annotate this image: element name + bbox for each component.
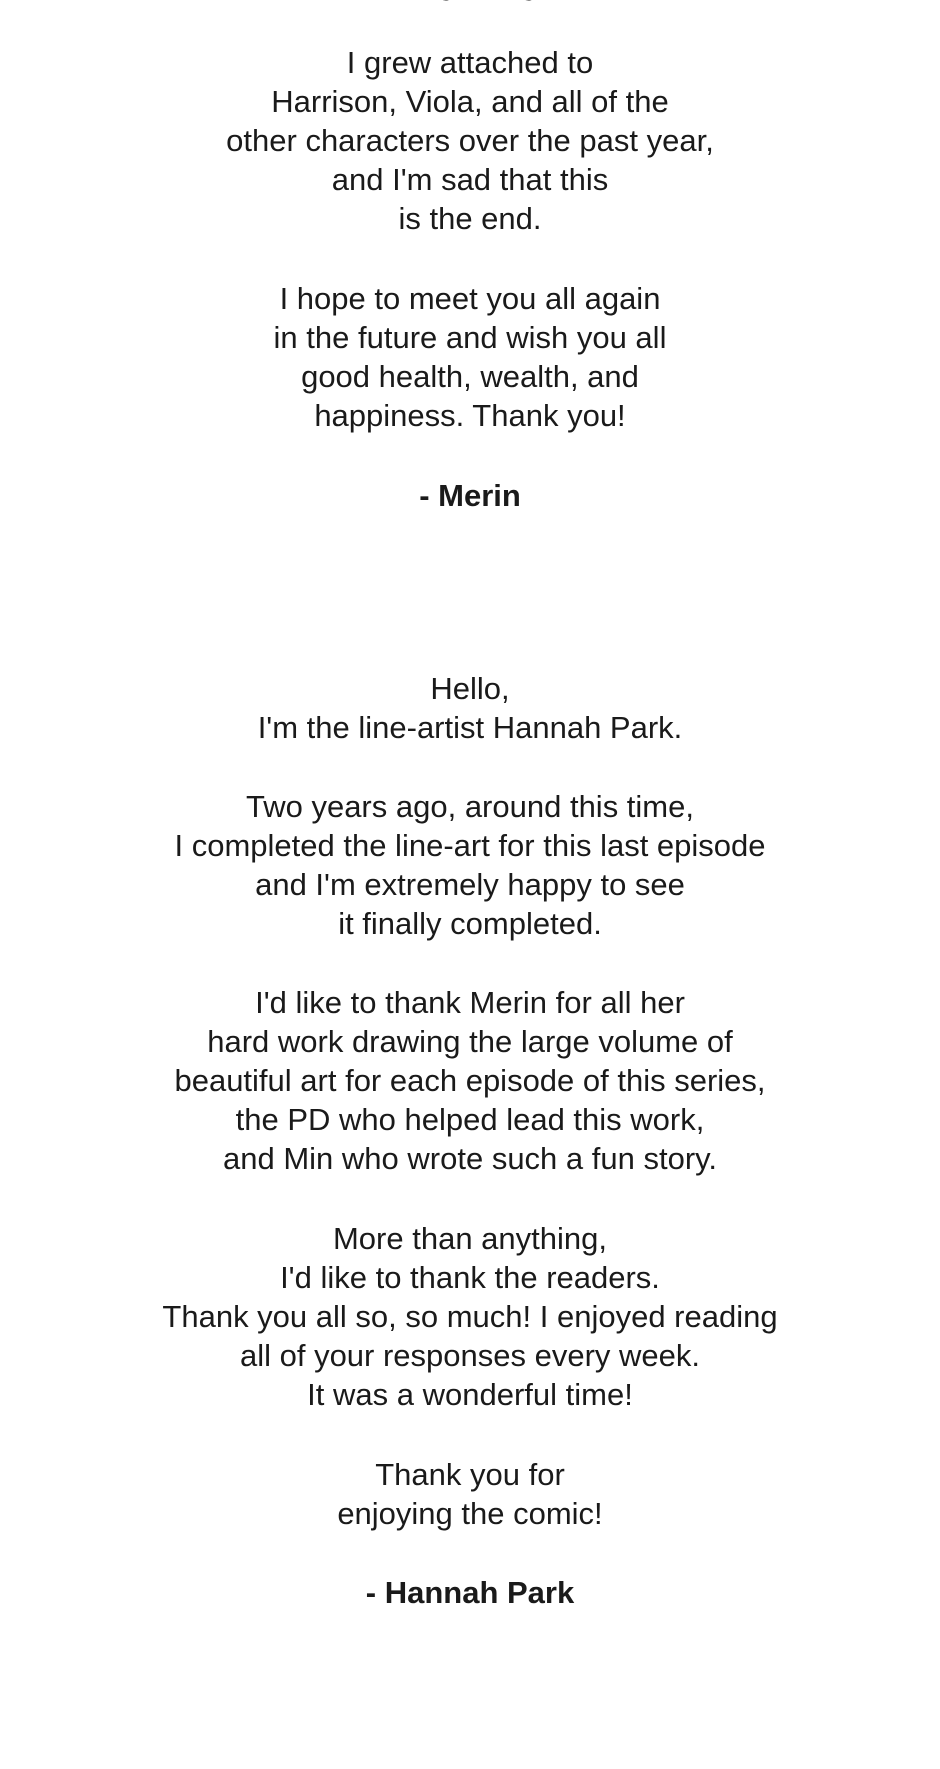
text-line: Hello, bbox=[430, 671, 510, 706]
text-line: hard work drawing the large volume of bbox=[207, 1024, 733, 1059]
merin-signature: - Merin bbox=[419, 478, 521, 513]
text-line: happiness. Thank you! bbox=[314, 398, 626, 433]
cut-off-text bbox=[0, 0, 940, 2]
text-line: I hope to meet you all again bbox=[279, 281, 661, 316]
text-line: beautiful art for each episode of this series, bbox=[174, 1063, 766, 1098]
text-line: It was a wonderful time! bbox=[307, 1377, 633, 1412]
text-line: I'm the line-artist Hannah Park. bbox=[257, 710, 683, 745]
text-line: Thank you all so, so much! I enjoyed reading bbox=[162, 1299, 778, 1334]
text-line: I completed the line-art for this last episode bbox=[174, 828, 766, 863]
hannah-paragraph-3 bbox=[0, 983, 940, 1178]
text-line: it finally completed. bbox=[338, 906, 602, 941]
text-line: is the end. bbox=[398, 201, 542, 236]
text-line: and I'm extremely happy to see bbox=[255, 867, 685, 902]
text-line: Harrison, Viola, and all of the bbox=[271, 84, 669, 119]
text-line: enjoying the comic! bbox=[337, 1496, 603, 1531]
merin-paragraph-1 bbox=[0, 43, 940, 238]
hannah-signature: - Hannah Park bbox=[365, 1575, 575, 1610]
text-line: other characters over the past year, bbox=[226, 123, 714, 158]
hannah-paragraph-4 bbox=[0, 1219, 940, 1414]
hannah-paragraph-1 bbox=[0, 669, 940, 747]
text-line: Thank you for bbox=[375, 1457, 565, 1492]
hannah-paragraph-2 bbox=[0, 787, 940, 943]
text-line: in the future and wish you all bbox=[273, 320, 667, 355]
text-line: all of your responses every week. bbox=[239, 1338, 701, 1373]
text-line: I'd like to thank Merin for all her bbox=[255, 985, 685, 1020]
merin-signature-block bbox=[0, 476, 940, 515]
text-line: and Min who wrote such a fun story. bbox=[223, 1141, 717, 1176]
hannah-paragraph-5 bbox=[0, 1455, 940, 1533]
text-line: Two years ago, around this time, bbox=[245, 789, 694, 824]
text-line: and I'm sad that this bbox=[331, 162, 609, 197]
text-line: good health, wealth, and bbox=[301, 359, 639, 394]
text-line: I'd like to thank the readers. bbox=[280, 1260, 660, 1295]
merin-paragraph-2 bbox=[0, 279, 940, 435]
text-line: I grew attached to bbox=[346, 45, 594, 80]
hannah-signature-block bbox=[0, 1573, 940, 1612]
text-line: the PD who helped lead this work, bbox=[235, 1102, 705, 1137]
text-line: More than anything, bbox=[332, 1221, 607, 1256]
cut-off-top-line bbox=[0, 0, 940, 2]
